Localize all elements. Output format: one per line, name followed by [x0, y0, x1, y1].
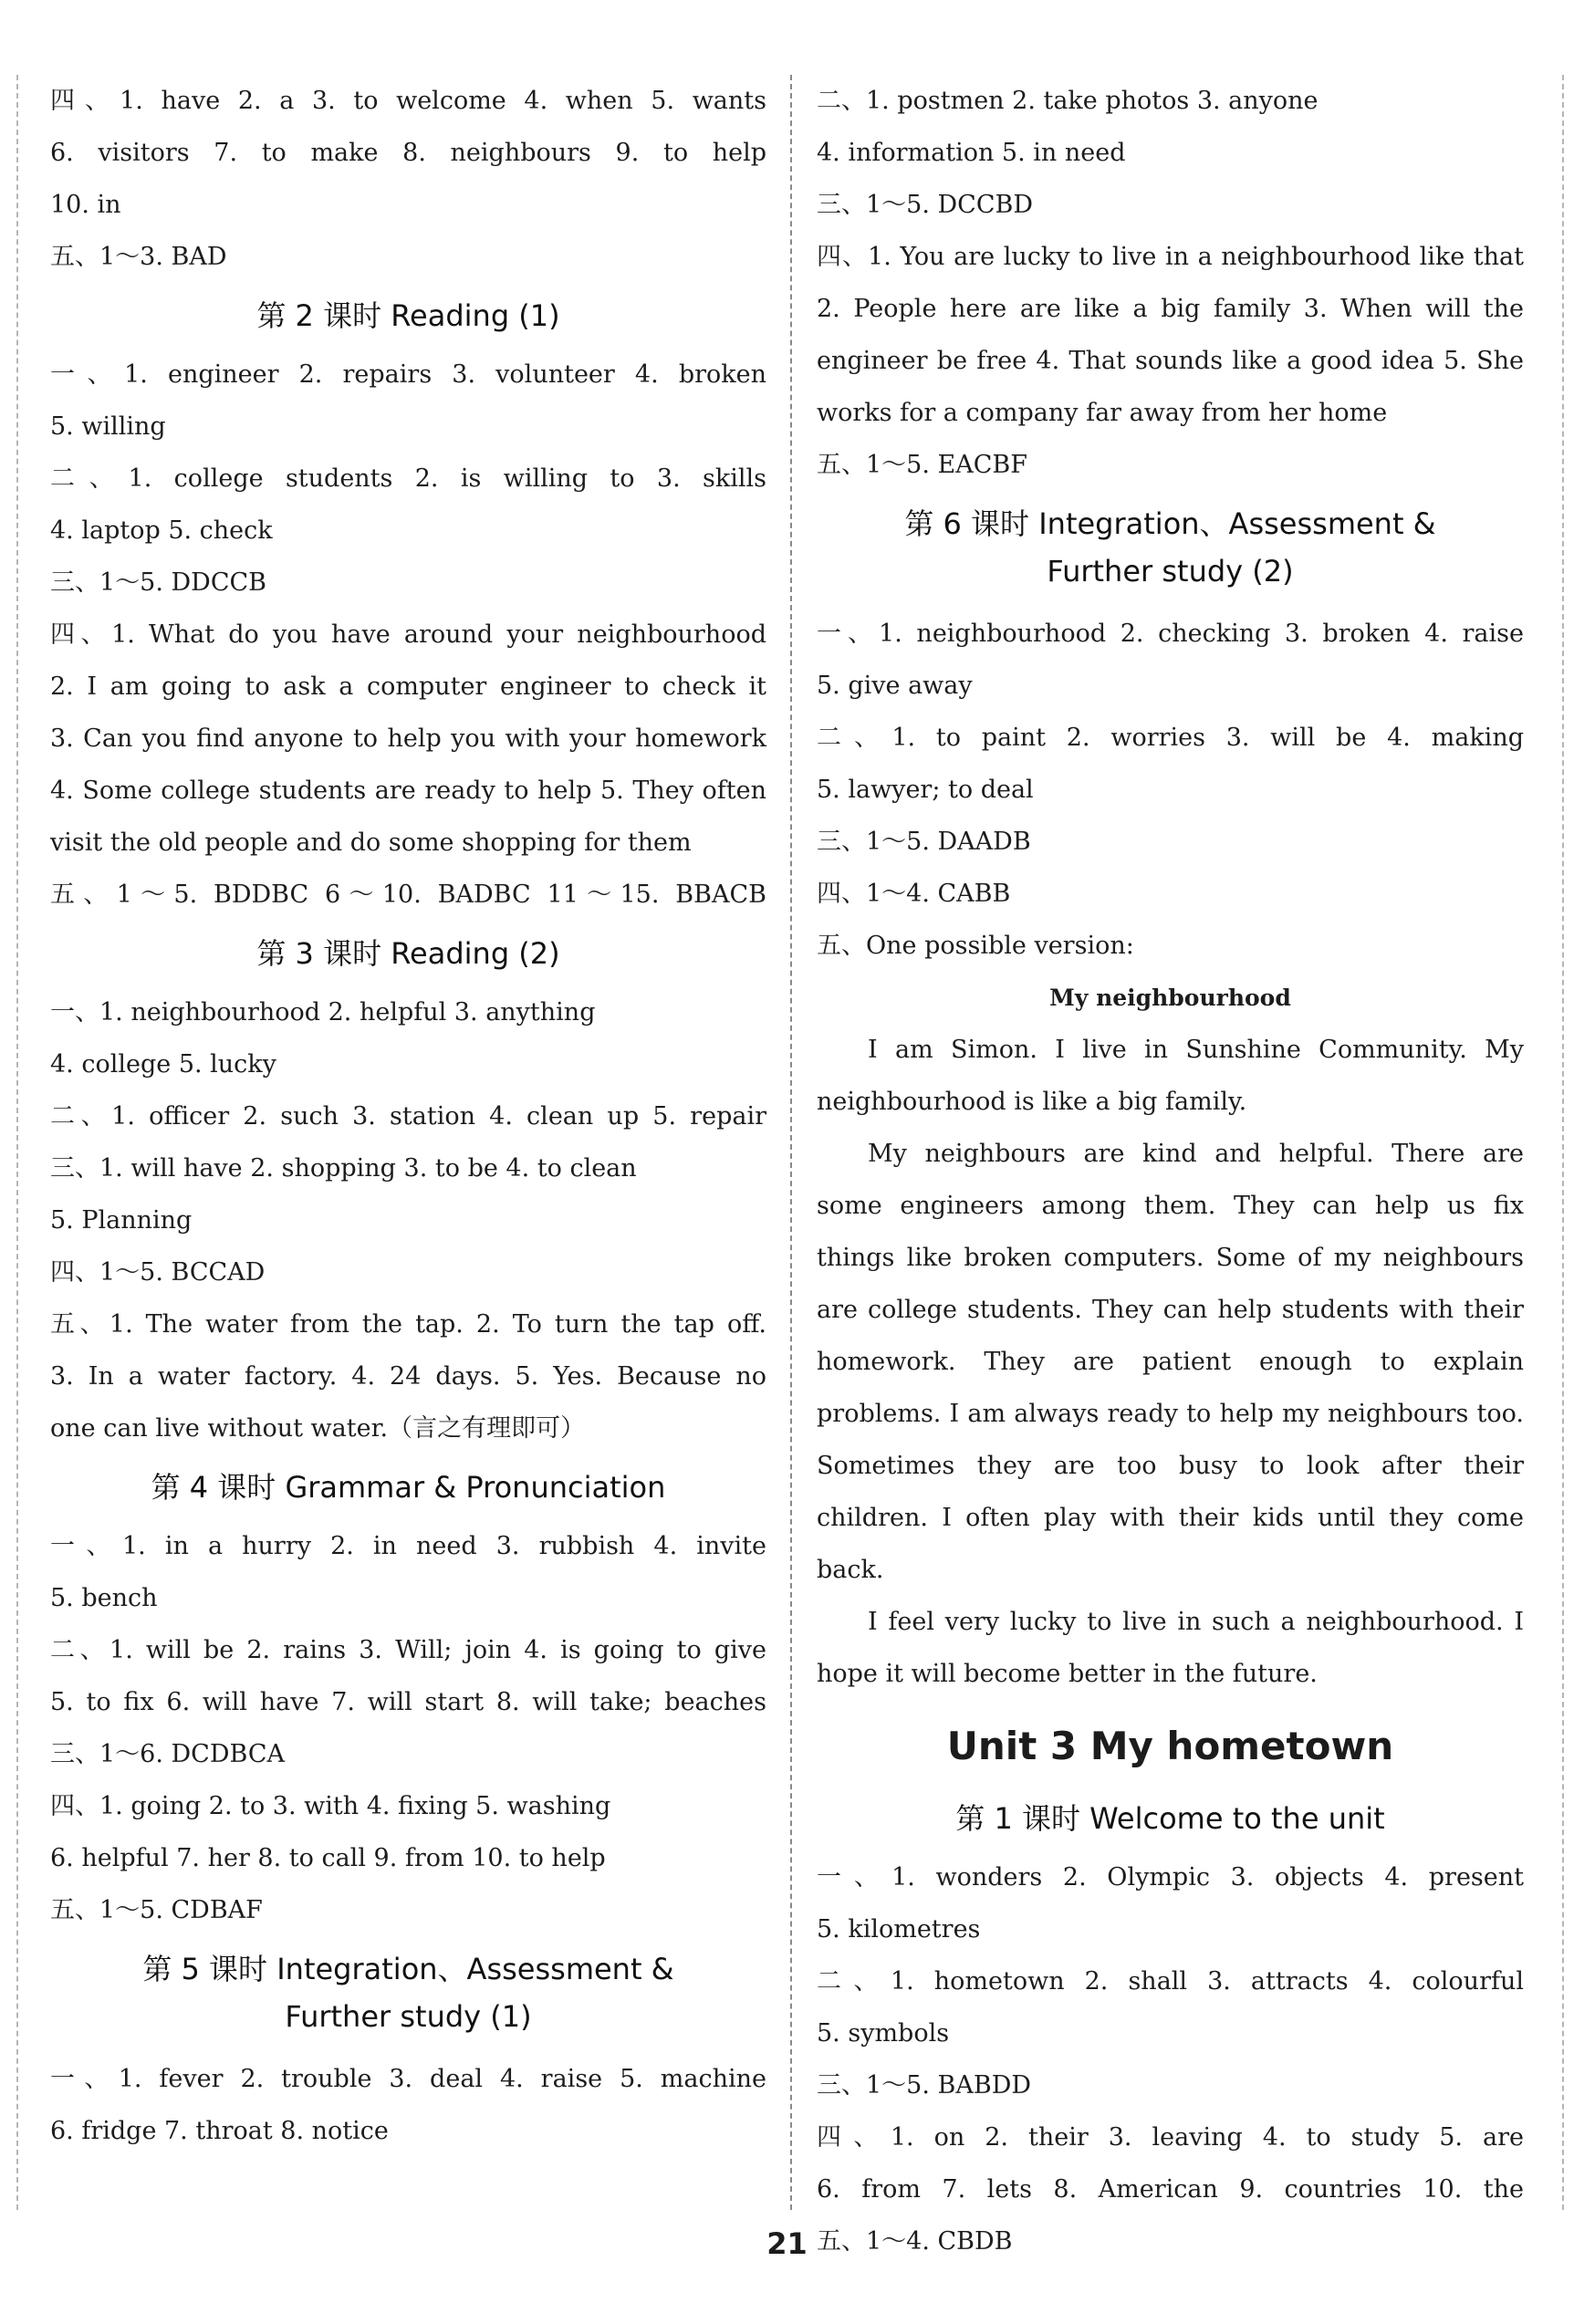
answer-line: 5. give away — [817, 672, 973, 700]
answer-line: 四、1. going 2. to 3. with 4. fixing 5. washing — [50, 1792, 611, 1820]
answer-line: 5. lawyer; to deal — [817, 776, 1034, 804]
answer-line: 5. Planning — [50, 1206, 193, 1235]
essay-paragraph: I am Simon. I live in Sunshine Community. My neighbourhood is like a big family. — [817, 1036, 1524, 1116]
answer-line: 一、1. engineer 2. repairs 3. volunteer 4. broken — [50, 360, 766, 389]
lesson-6 — [817, 500, 1524, 1700]
answer-line: engineer be free 4. That sounds like a good idea 5. She — [817, 347, 1524, 375]
answer-line: 6. fridge 7. throat 8. notice — [50, 2117, 389, 2145]
essay-paragraph: I feel very lucky to live in such a neighbourhood. I hope it will become better in the future. — [817, 1608, 1524, 1688]
answer-line: 5. willing — [50, 412, 166, 441]
answer-line: 5. bench — [50, 1584, 158, 1612]
answer-line: 6. helpful 7. her 8. to call 9. from 10. to help — [50, 1844, 606, 1872]
answer-line: 二、1. officer 2. such 3. station 4. clean up 5. repair — [50, 1102, 766, 1131]
answer-line: 10. in — [50, 191, 121, 219]
answer-line: 四、1. You are lucky to live in a neighbourhood like that — [817, 243, 1524, 271]
page-number: 21 — [766, 2226, 808, 2261]
lesson-5-continued — [817, 75, 1524, 491]
lesson-title: 第 4 课时 Grammar & Pronunciation — [151, 1470, 666, 1505]
answer-line: 4. laptop 5. check — [50, 516, 273, 545]
lesson-title: 第 2 课时 Reading (1) — [256, 298, 560, 333]
answer-line: 五、1～5. BDDBC 6～10. BADBC 11～15. BBACB — [50, 881, 766, 909]
lesson-3 — [50, 921, 766, 1454]
left-column — [50, 75, 766, 2210]
answer-line: 五、1～3. BAD — [50, 243, 227, 271]
left-margin-rule — [16, 75, 18, 2210]
answer-line: 二、1. will be 2. rains 3. Will; join 4. is going to give — [50, 1636, 766, 1664]
answer-line: visit the old people and do some shopping for them — [50, 829, 692, 857]
lesson-title: 第 1 课时 Welcome to the unit — [955, 1801, 1385, 1836]
answer-line: 6. from 7. lets 8. American 9. countries 10. the — [817, 2175, 1524, 2204]
answer-line: 五、1～5. CDBAF — [50, 1896, 263, 1924]
lesson-title: 第 6 课时 Integration、Assessment & — [904, 506, 1436, 541]
lesson-1-continued — [50, 75, 766, 283]
answer-line: 5. to fix 6. will have 7. will start 8. will take; beaches — [50, 1688, 766, 1716]
answer-line: 四、1～4. CABB — [817, 880, 1011, 908]
answer-line: 4. Some college students are ready to help 5. They often — [50, 776, 766, 805]
answer-line: 三、1～5. BABDD — [817, 2071, 1031, 2100]
lesson-subtitle: Further study (2) — [1047, 554, 1294, 589]
answer-line: 二、1. to paint 2. worries 3. will be 4. making — [817, 724, 1524, 752]
answer-line: 2. People here are like a big family 3. When will the — [817, 295, 1524, 323]
lesson-2 — [50, 283, 766, 921]
answer-line: one can live without water.（言之有理即可） — [50, 1414, 586, 1443]
lesson-4 — [50, 1454, 766, 1936]
unit-3 — [817, 1707, 1524, 2267]
answer-line: works for a company far away from her home — [817, 399, 1388, 427]
answer-line: 三、1～6. DCDBCA — [50, 1740, 285, 1768]
answer-line: 2. I am going to ask a computer engineer to check it — [50, 672, 766, 701]
answer-line: 一、1. neighbourhood 2. helpful 3. anything — [50, 998, 596, 1027]
answer-line: 5. symbols — [817, 2019, 950, 2048]
answer-line: 二、1. hometown 2. shall 3. attracts 4. colourful — [817, 1967, 1524, 1996]
answer-line: 二、1. postmen 2. take photos 3. anyone — [817, 87, 1319, 115]
answer-line: 四、1. have 2. a 3. to welcome 4. when 5. wants — [50, 87, 766, 115]
answer-line: 四、1～5. BCCAD — [50, 1258, 266, 1287]
answer-line: 3. Can you find anyone to help you with your homework — [50, 724, 766, 753]
answer-line: 三、1～5. DAADB — [817, 828, 1031, 856]
answer-line: 5. kilometres — [817, 1915, 981, 1944]
right-margin-rule — [1562, 75, 1564, 2210]
right-column — [817, 75, 1524, 2256]
answer-line: 一、1. in a hurry 2. in need 3. rubbish 4. invite — [50, 1532, 766, 1560]
answer-line: 五、1. The water from the tap. 2. To turn the tap off. — [50, 1310, 766, 1339]
lesson-5 — [50, 1945, 766, 2157]
answer-line: 一、1. wonders 2. Olympic 3. objects 4. present — [817, 1863, 1524, 1892]
answer-line: 4. information 5. in need — [817, 139, 1126, 167]
answer-line: 4. college 5. lucky — [50, 1050, 276, 1079]
essay-title: My neighbourhood — [1049, 985, 1291, 1011]
lesson-title: 第 5 课时 Integration、Assessment & — [142, 1952, 674, 1986]
answer-line: 四、1. on 2. their 3. leaving 4. to study 5. are — [817, 2123, 1524, 2152]
answer-line: 二、1. college students 2. is willing to 3. skills — [50, 464, 766, 493]
answer-line: 一、1. fever 2. trouble 3. deal 4. raise 5. machine — [50, 2065, 766, 2093]
answer-line: 一、1. neighbourhood 2. checking 3. broken 4. raise — [817, 620, 1524, 648]
answer-line: 三、1～5. DDCCB — [50, 568, 266, 597]
lesson-title: 第 3 课时 Reading (2) — [256, 936, 560, 971]
essay-paragraph: My neighbours are kind and helpful. There are some engineers among them. They can help us fix things like broken computers. Some of my neighbours are college students. They can help students with their homework. They are patient enough to explain problems. I am always ready to help my neighbours too. Sometimes they are too busy to look after their children. I often play with their kids until they come back. — [817, 1140, 1524, 1584]
answer-line: 三、1～5. DCCBD — [817, 191, 1033, 219]
column-divider — [790, 75, 792, 2210]
answer-line: 6. visitors 7. to make 8. neighbours 9. to help — [50, 139, 766, 167]
answer-line: 五、1～4. CBDB — [817, 2227, 1013, 2256]
lesson-subtitle: Further study (1) — [285, 1999, 532, 2034]
answer-line: 五、1～5. EACBF — [817, 451, 1027, 479]
answer-line: 三、1. will have 2. shopping 3. to be 4. to clean — [50, 1154, 637, 1183]
answer-line: 五、One possible version: — [817, 932, 1134, 960]
answer-line: 3. In a water factory. 4. 24 days. 5. Yes. Because no — [50, 1362, 766, 1391]
answer-line: 四、1. What do you have around your neighbourhood — [50, 620, 766, 649]
unit-title: Unit 3 My hometown — [946, 1724, 1394, 1768]
